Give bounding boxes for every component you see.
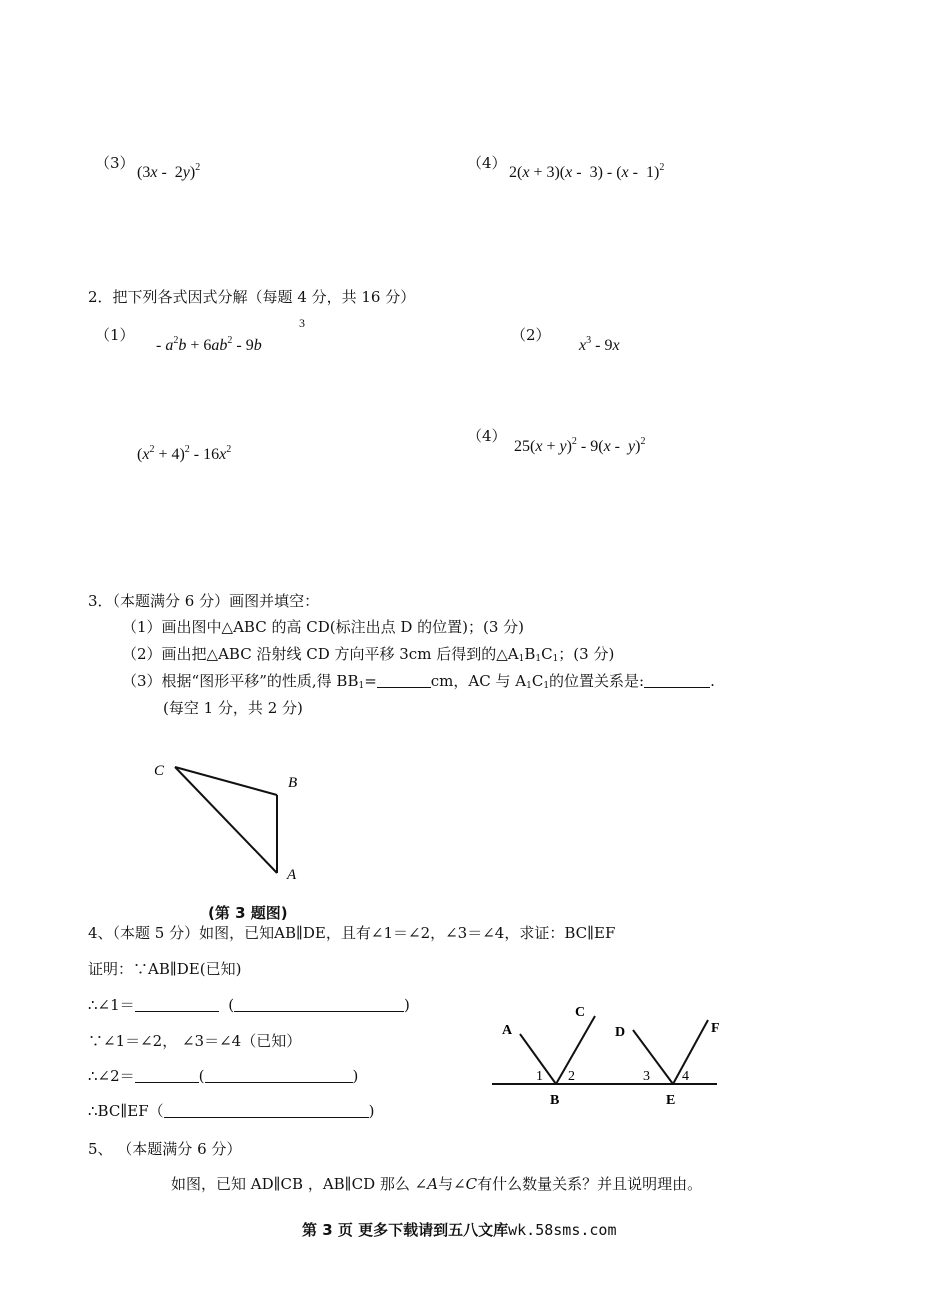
q3-score-note: (每空 1 分，共 2 分) [163, 699, 303, 717]
q4-heading: 4、（本题 5 分）如图，已知AB∥DE，且有∠1＝∠2，∠3＝∠4，求证：BC∥EF [88, 924, 616, 942]
q1-item3-expression: (3x - 2y)$^2$ [137, 162, 201, 181]
q3-task1: （1）画出图中△ABC 的高 CD(标注出点 D 的位置)；(3 分) [122, 618, 525, 636]
q3-heading: 3．（本题满分 6 分）画图并填空： [88, 592, 320, 610]
q2-item1-number: （1） [95, 326, 135, 344]
step1-answer-blank[interactable] [135, 997, 219, 1012]
q4-proof-step1: ∴∠1＝ ( ) [88, 996, 410, 1014]
q1-item4-expression: 2(x + 3)(x - 3) - (x - 1)$^2$ [509, 162, 665, 181]
q5-body: 如图，已知 AD∥CB ，AB∥CD 那么 ∠A与∠C有什么数量关系？并且说明理由。 [171, 1175, 703, 1193]
q2-item4-number: （4） [467, 427, 507, 445]
side-cb [175, 767, 277, 795]
point-label-e: E [666, 1093, 676, 1108]
ray-bc [556, 1016, 595, 1084]
bb1-answer-blank[interactable] [377, 673, 431, 688]
q1-item4-number: （4） [467, 154, 507, 172]
q4-proof-step2: ∵∠1＝∠2， ∠3＝∠4（已知） [88, 1032, 302, 1050]
q2-item1-expression: - $a^2b + 6ab^2 - 9b$ [156, 335, 262, 354]
angle-label-4: 4 [682, 1069, 689, 1084]
step4-reason-blank[interactable] [164, 1103, 369, 1118]
angle-label-1: 1 [536, 1069, 543, 1084]
step3-answer-blank[interactable] [135, 1068, 199, 1083]
ac-relation-answer-blank[interactable] [644, 673, 710, 688]
q3-task3: （3）根据“图形平移”的性质,得 $BB_1=$ cm，AC 与 $A_1C_1$的位置关系是: . [122, 672, 715, 691]
point-label-c: C [575, 1005, 586, 1020]
step3-reason-blank[interactable] [205, 1068, 353, 1083]
q5-heading: 5、 （本题满分 6 分） [88, 1140, 242, 1158]
q2-item1-exponent: 3 [299, 316, 305, 330]
q2-item3-expression: $(x^2 + 4)^2 - 16x^2$ [137, 444, 232, 463]
point-label-f: F [711, 1021, 720, 1036]
point-label-a: A [502, 1023, 513, 1038]
ray-ef [673, 1020, 708, 1084]
page-footer: 第 3 页 更多下载请到五八文库wk.58sms.com [302, 1221, 617, 1239]
vertex-label-a: A [287, 867, 297, 883]
point-label-d: D [615, 1025, 626, 1040]
q2-heading: 2．把下列各式因式分解（每题 4 分，共 16 分） [88, 288, 416, 306]
q4-proof-step3: ∴∠2＝ ( ) [88, 1067, 359, 1085]
q4-parallel-lines-figure [480, 1000, 730, 1110]
q3-triangle-figure [140, 755, 320, 895]
q2-item2-number: （2） [511, 326, 551, 344]
vertex-label-b: B [288, 775, 298, 791]
q4-proof-step4: ∴BC∥EF（ ) [88, 1102, 375, 1120]
side-ca [175, 767, 277, 873]
point-label-b: B [550, 1093, 560, 1108]
q1-item3-number: （3） [95, 154, 135, 172]
q2-item2-expression: $x^3 - 9x$ [579, 335, 620, 354]
step1-reason-blank[interactable] [234, 997, 404, 1012]
q4-proof-intro: 证明：∵AB∥DE(已知) [88, 960, 242, 978]
angle-label-2: 2 [568, 1069, 575, 1084]
q3-figure-caption: (第 3 题图) [208, 904, 288, 922]
angle-label-3: 3 [643, 1069, 650, 1084]
q3-task2: （2）画出把△ABC 沿射线 CD 方向平移 3cm 后得到的$\triangle A_1B_1C_1$；(3 分) [122, 645, 615, 664]
vertex-label-c: C [154, 763, 165, 779]
q2-item4-expression: $25(x + y)^2 - 9(x - y)^2$ [514, 436, 646, 455]
ray-ed [633, 1030, 673, 1084]
footer-site[interactable]: wk.58sms.com [508, 1221, 617, 1239]
